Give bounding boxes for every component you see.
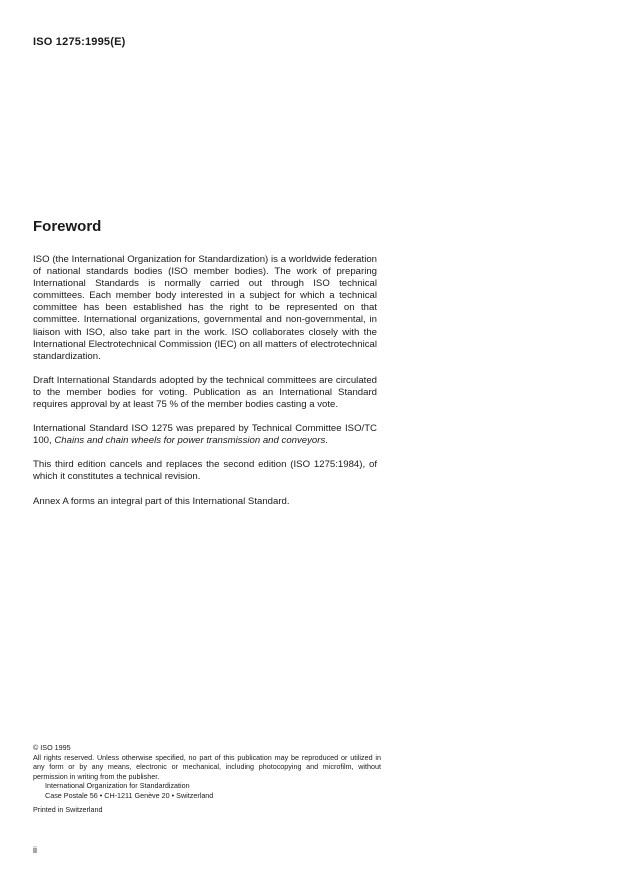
rights-reserved-text: All rights reserved. Unless otherwise specified, no part of this publication may be reproduced or utilized in any form or by any means, electronic or mechanical, including photocopying and microfilm, without permission in writing from the publisher. <box>33 752 381 781</box>
foreword-paragraph-4: This third edition cancels and replaces the second edition (ISO 1275:1984), of which it constitutes a technical revision. <box>33 459 377 483</box>
foreword-paragraph-1: ISO (the International Organization for Standardization) is a worldwide federation of national standards bodies (ISO member bodies). The work of preparing International Standards is normally carried out through ISO technical committees. Each member body interested in a subject for which a technical committee has been established has the right to be represented on that committee. International organizations, governmental and non-governmental, in liaison with ISO, also take part in the work. ISO collaborates closely with the International Electrotechnical Commission (IEC) on all matters of electrotechnical standardization. <box>33 254 377 362</box>
paragraph-3-suffix: . <box>325 435 328 447</box>
paragraph-3-prefix: International Standard ISO 1275 was prepared by Technical Committee ISO/TC 100, <box>33 423 377 447</box>
document-identifier: ISO 1275:1995(E) <box>33 36 126 48</box>
page-number: ii <box>33 845 37 855</box>
copyright-block <box>33 743 381 814</box>
foreword-paragraph-2: Draft International Standards adopted by the technical committees are circulated to the member bodies for voting. Publication as an International Standard requires approval by at least 75 % of the member bodies casting a vote. <box>33 374 377 411</box>
foreword-body <box>33 254 377 520</box>
copyright-notice: © ISO 1995 <box>33 743 71 752</box>
foreword-title: Foreword <box>33 218 102 235</box>
foreword-paragraph-3 <box>33 423 377 447</box>
organization-name: International Organization for Standardization <box>45 781 190 791</box>
committee-scope-title: Chains and chain wheels for power transmission and conveyors <box>54 435 326 447</box>
printed-in: Printed in Switzerland <box>33 804 103 814</box>
foreword-paragraph-5: Annex A forms an integral part of this International Standard. <box>33 495 290 507</box>
organization-address: Case Postale 56 • CH-1211 Genève 20 • Switzerland <box>45 790 214 800</box>
